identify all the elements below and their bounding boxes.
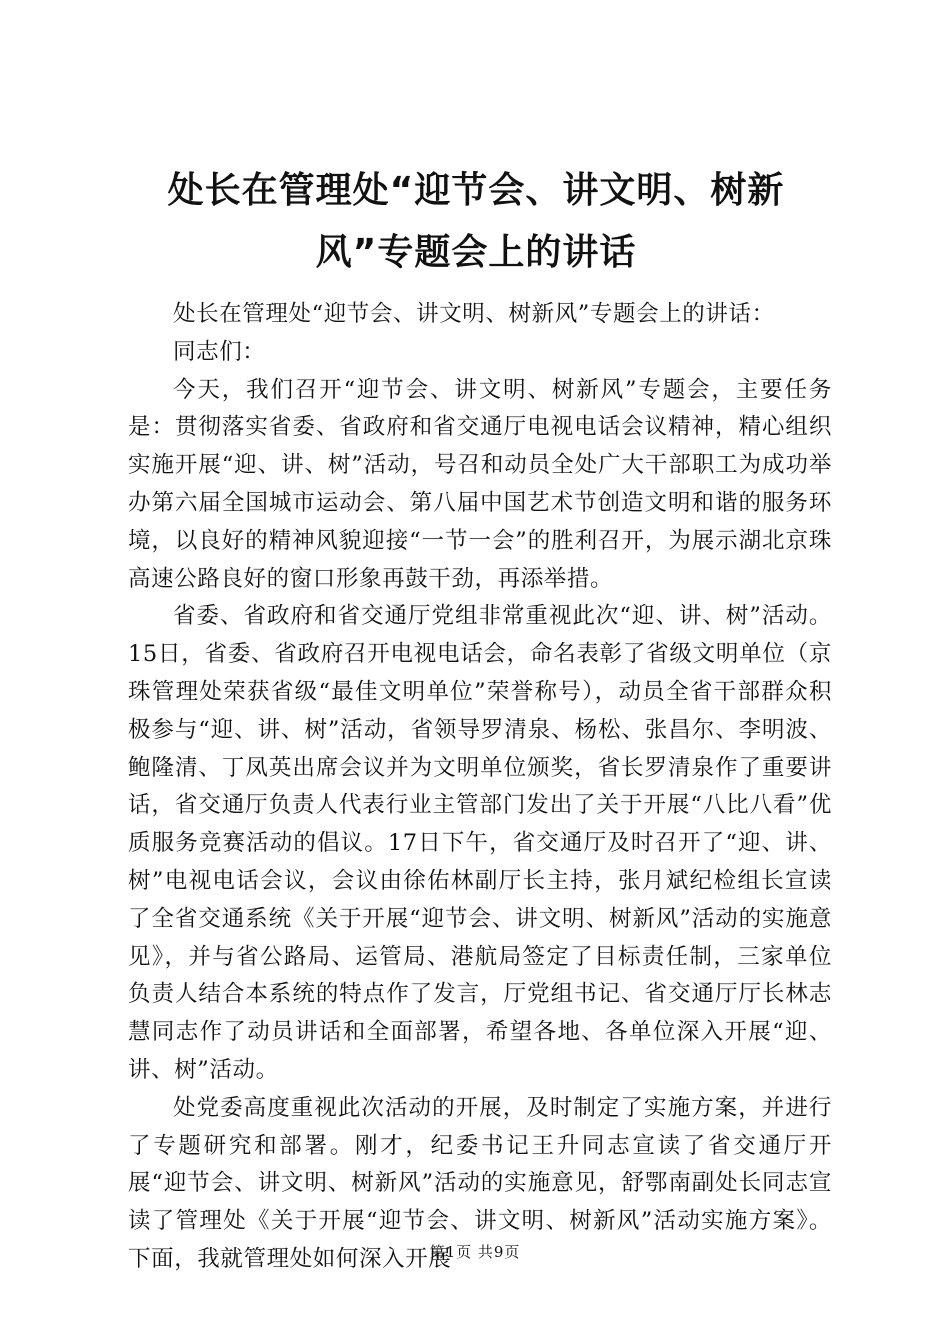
page-footer: 第1页 共9页: [429, 1243, 521, 1261]
paragraph-1: 今天，我们召开“迎节会、讲文明、树新风”专题会，主要任务是：贯彻落实省委、省政府和省交通厅电视电话会议精神，精心组织实施开展“迎、讲、树”活动，号召和动员全处广大干部职工为成功举办第六届全国城市运动会、第八届中国艺术节创造文明和谐的服务环境，以良好的精神风貌迎接“一节一会”的胜利召开，为展示湖北京珠高速公路良好的窗口形象再鼓干劲，再添举措。: [128, 376, 832, 592]
paragraph-2: 省委、省政府和省交通厅党组非常重视此次“迎、讲、树”活动。15日，省委、省政府召开电视电话会，命名表彰了省级文明单位（京珠管理处荣获省级“最佳文明单位”荣誉称号），动员全省干部群众积极参与“迎、讲、树”活动，省领导罗清泉、杨松、张昌尔、李明波、鲍隆清、丁凤英出席会议并为文明单位颁奖，省长罗清泉作了重要讲话，省交通厅负责人代表行业主管部门发出了关于开展“八比八看”优质服务竞赛活动的倡议。17日下午，省交通厅及时召开了“迎、讲、树”电视电话会议，会议由徐佑林副厅长主持，张月斌纪检组长宣读了全省交通系统《关于开展“迎节会、讲文明、树新风”活动的实施意见》，并与省公路局、运管局、港航局签定了目标责任制，三家单位负责人结合本系统的特点作了发言，厅党组书记、省交通厅厅长林志慧同志作了动员讲话和全面部署，希望各地、各单位深入开展“迎、讲、树”活动。: [128, 603, 832, 1083]
paragraph-salutation: 同志们：: [173, 338, 266, 365]
paragraph-intro: 处长在管理处“迎节会、讲文明、树新风”专题会上的讲话：: [173, 301, 775, 327]
document-title: 处长在管理处“迎节会、讲文明、树新风”专题会上的讲话: [167, 170, 785, 273]
document-body: [128, 296, 832, 1279]
paragraph-3: 处党委高度重视此次活动的开展，及时制定了实施方案，并进行了专题研究和部署。刚才，纪委书记王升同志宣读了省交通厅开展“迎节会、讲文明、树新风”活动的实施意见，舒鄂南副处长同志宣读了管理处《关于开展“迎节会、讲文明、树新风”活动实施方案》。下面，我就管理处如何深入开展: [128, 1094, 832, 1272]
